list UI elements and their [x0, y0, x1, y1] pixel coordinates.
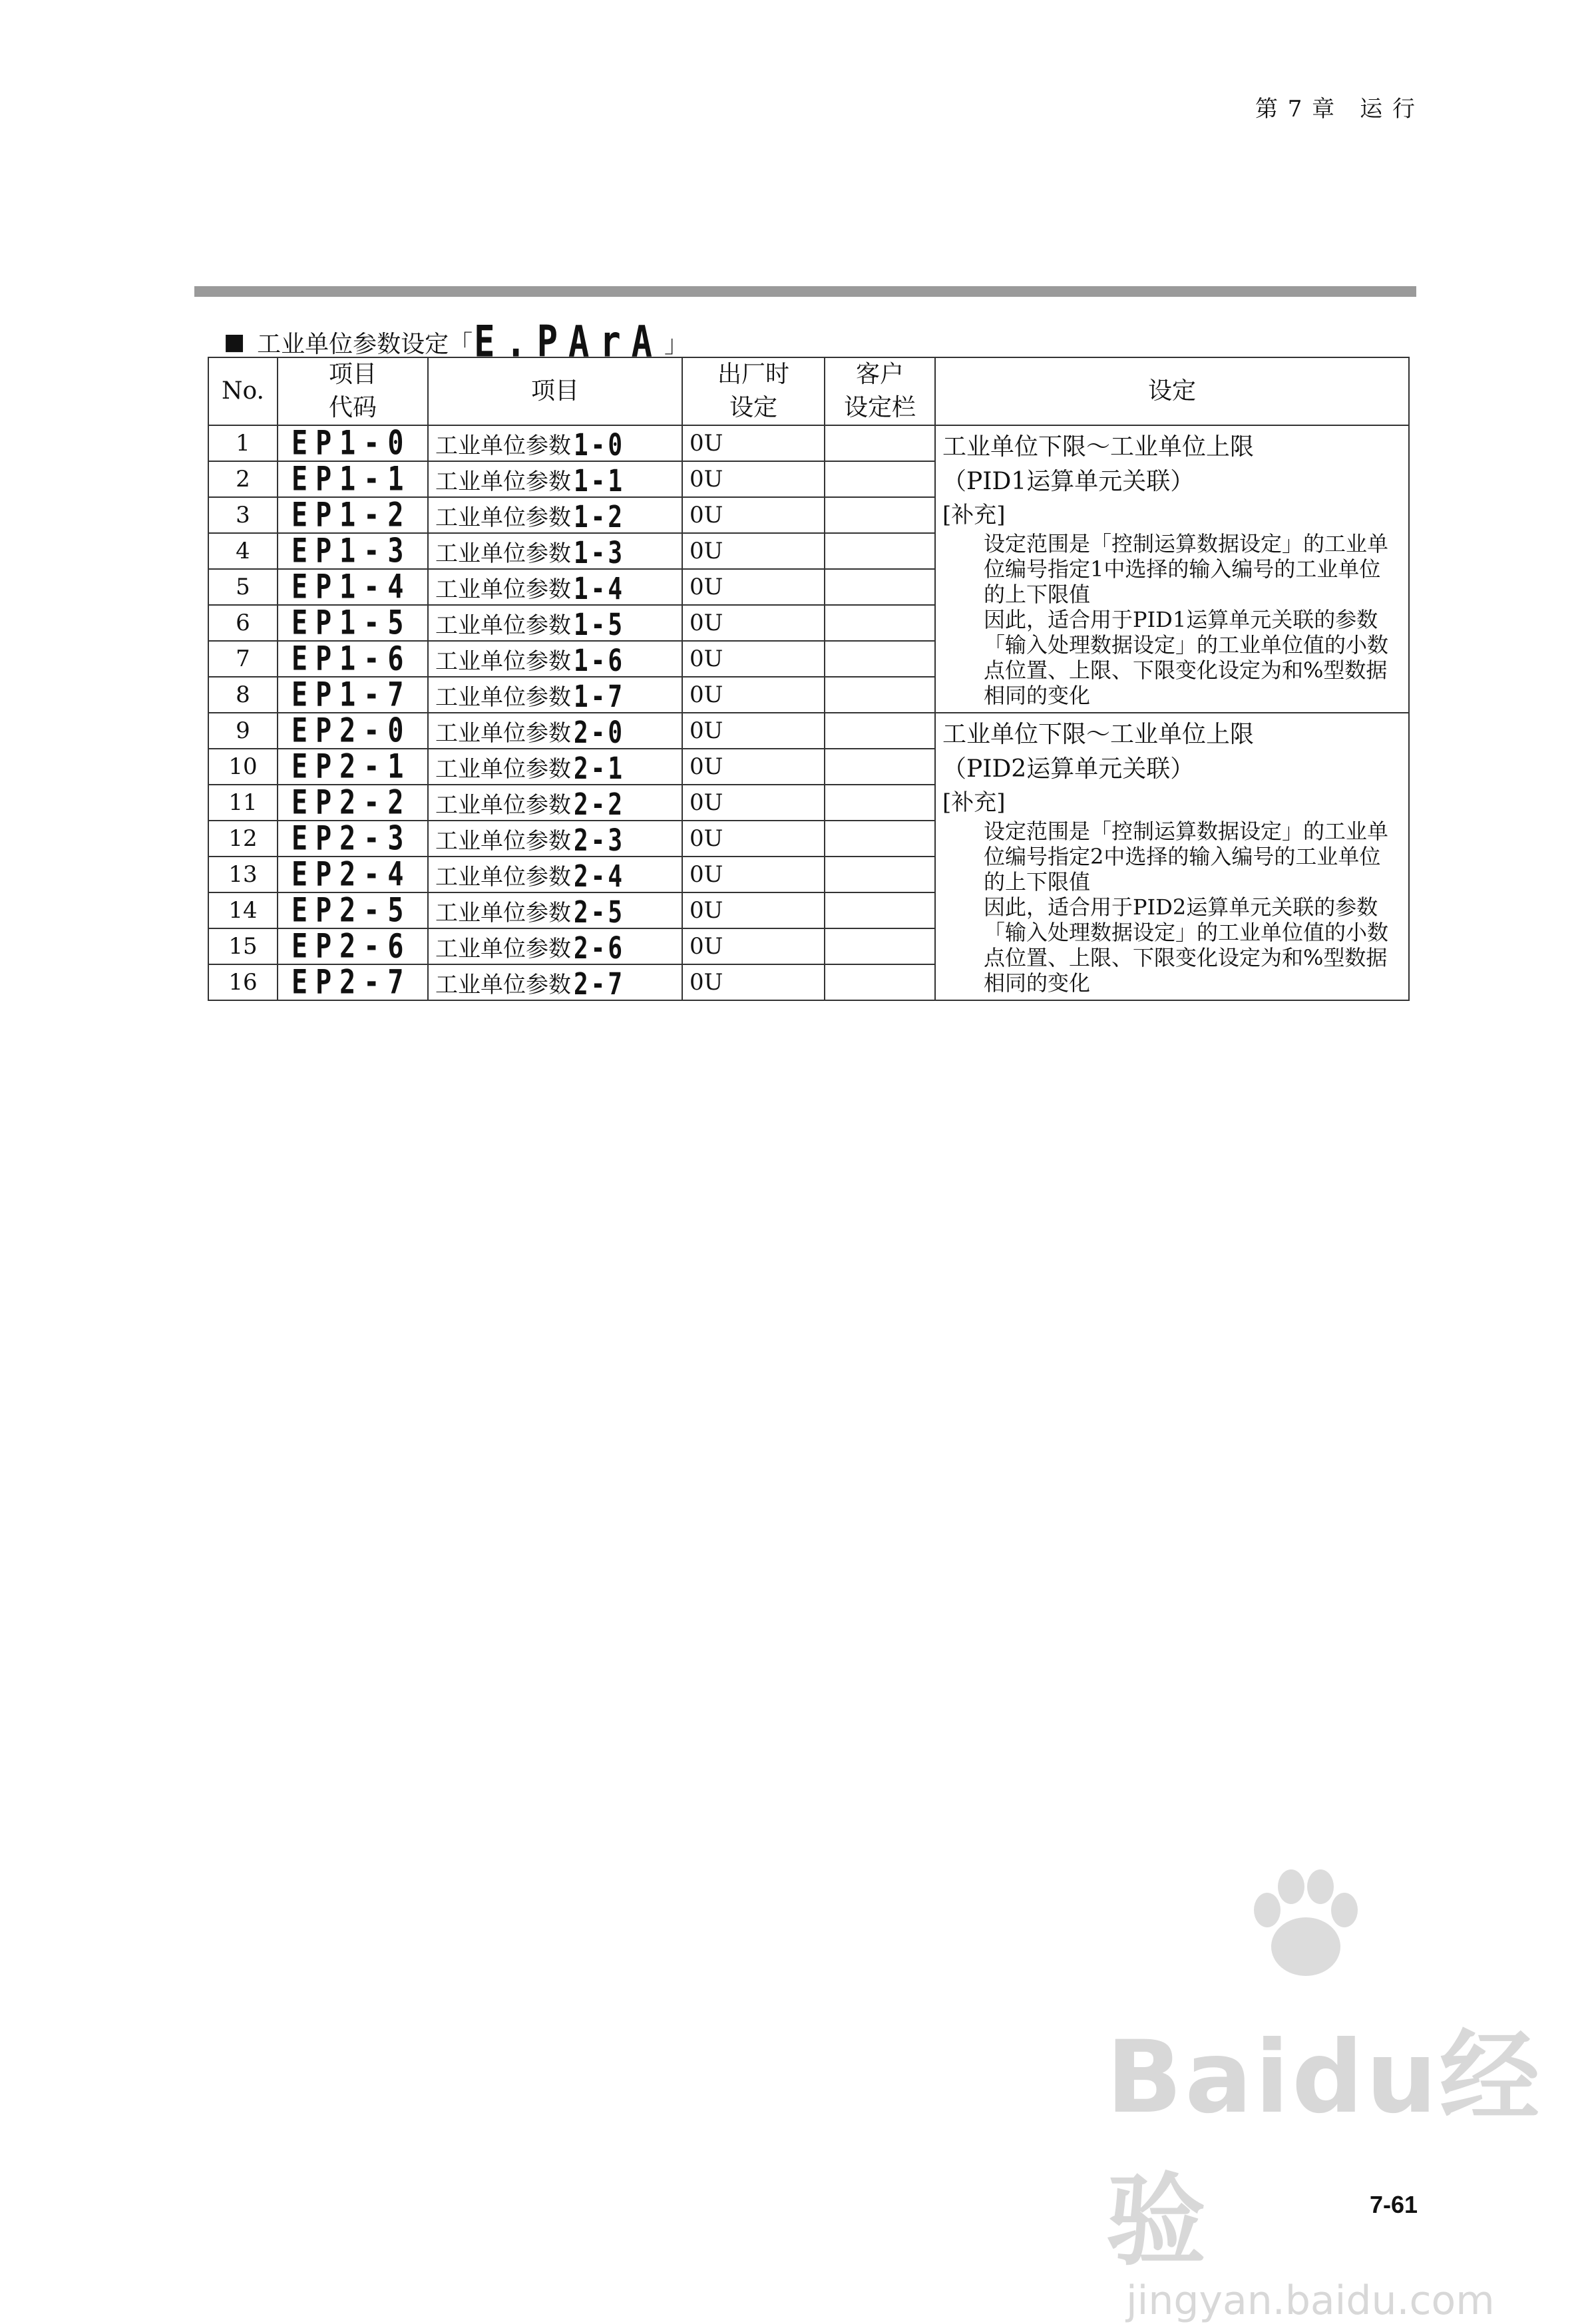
row-customer-setting	[825, 821, 935, 857]
row-name-prefix: 工业单位参数	[435, 612, 571, 639]
row-item-code	[278, 461, 428, 497]
row-no: 5	[208, 569, 278, 605]
row-item-code	[278, 641, 428, 677]
row-item-name	[428, 857, 682, 892]
row-item-code	[278, 857, 428, 892]
row-item-code	[278, 928, 428, 964]
row-item-name	[428, 461, 682, 497]
row-factory-default: 0U	[682, 425, 825, 461]
row-customer-setting	[825, 677, 935, 713]
row-code-display: EP1-4	[292, 568, 412, 606]
row-factory-default: 0U	[682, 713, 825, 749]
row-factory-default: 0U	[682, 964, 825, 1000]
row-name-prefix: 工业单位参数	[435, 648, 571, 675]
row-item-code	[278, 713, 428, 749]
setting-group	[935, 425, 1409, 713]
row-name-prefix: 工业单位参数	[435, 719, 571, 747]
row-item-code	[278, 892, 428, 928]
row-name-prefix: 工业单位参数	[435, 899, 571, 926]
setting-body: 设定范围是「控制运算数据设定」的工业单位编号指定2中选择的输入编号的工业单位的上下限值 因此，适合用于PID2运算单元关联的参数「输入处理数据设定」的工业单位值的小数点位置、上限、下限变化设定为和%型数据相同的变化	[984, 819, 1389, 996]
row-name-prefix: 工业单位参数	[435, 504, 571, 531]
header-item-code: 项目 代码	[278, 357, 428, 425]
row-item-name	[428, 425, 682, 461]
row-item-name	[428, 821, 682, 857]
header-item: 项目	[428, 357, 682, 425]
row-customer-setting	[825, 749, 935, 785]
row-factory-default: 0U	[682, 892, 825, 928]
row-customer-setting	[825, 857, 935, 892]
setting-range: 工业单位下限～工业单位上限	[942, 721, 1255, 748]
setting-body: 设定范围是「控制运算数据设定」的工业单位编号指定1中选择的输入编号的工业单位的上下限值 因此，适合用于PID1运算单元关联的参数「输入处理数据设定」的工业单位值的小数点位置、上限、下限变化设定为和%型数据相同的变化	[984, 531, 1389, 708]
row-name-code: 1-4	[574, 572, 626, 606]
row-item-name	[428, 964, 682, 1000]
row-item-name	[428, 713, 682, 749]
header-no: No.	[208, 357, 278, 425]
row-name-code: 1-1	[574, 464, 626, 498]
row-no: 6	[208, 605, 278, 641]
row-name-prefix: 工业单位参数	[435, 863, 571, 890]
row-name-code: 1-3	[574, 536, 626, 570]
row-code-display: EP1-0	[292, 424, 412, 463]
row-factory-default: 0U	[682, 569, 825, 605]
row-name-prefix: 工业单位参数	[435, 971, 571, 998]
row-no: 3	[208, 497, 278, 533]
row-name-code: 1-5	[574, 608, 626, 642]
row-item-name	[428, 785, 682, 821]
row-factory-default: 0U	[682, 677, 825, 713]
page-number: 7-61	[1369, 2191, 1418, 2218]
row-no: 1	[208, 425, 278, 461]
row-code-display: EP1-2	[292, 496, 412, 534]
table-row	[208, 713, 1409, 749]
row-no: 16	[208, 964, 278, 1000]
bullet-square-icon: ■	[224, 329, 246, 355]
row-factory-default: 0U	[682, 857, 825, 892]
row-item-code	[278, 821, 428, 857]
row-item-code	[278, 569, 428, 605]
watermark-brand: Baidu经验	[1106, 2020, 1543, 2279]
row-name-code: 2-6	[574, 931, 626, 966]
row-customer-setting	[825, 605, 935, 641]
row-name-prefix: 工业单位参数	[435, 683, 571, 711]
table-body	[208, 425, 1409, 1000]
row-no: 13	[208, 857, 278, 892]
row-factory-default: 0U	[682, 605, 825, 641]
row-code-display: EP2-6	[292, 927, 412, 966]
header-setting: 设定	[935, 357, 1409, 425]
section-rule	[194, 286, 1416, 297]
chapter-header: 第 7 章 运 行	[1255, 96, 1416, 122]
row-name-code: 2-1	[574, 751, 626, 786]
table-row	[208, 425, 1409, 461]
row-name-prefix: 工业单位参数	[435, 935, 571, 962]
row-item-code	[278, 677, 428, 713]
row-code-display: EP2-1	[292, 747, 412, 786]
row-code-display: EP1-7	[292, 676, 412, 714]
row-code-display: EP2-3	[292, 819, 412, 858]
row-name-code: 2-3	[574, 823, 626, 858]
row-item-name	[428, 605, 682, 641]
table-header-row	[208, 357, 1409, 425]
row-item-code	[278, 533, 428, 569]
row-item-name	[428, 892, 682, 928]
setting-supplement: [补充]	[942, 789, 1006, 816]
parameter-table	[208, 357, 1410, 1001]
row-name-code: 1-2	[574, 500, 626, 534]
row-item-name	[428, 928, 682, 964]
row-name-code: 2-5	[574, 895, 626, 930]
row-no: 10	[208, 749, 278, 785]
row-name-code: 1-6	[574, 644, 626, 678]
row-customer-setting	[825, 713, 935, 749]
setting-group	[935, 713, 1409, 1000]
row-customer-setting	[825, 641, 935, 677]
row-name-code: 2-7	[574, 967, 626, 1002]
row-customer-setting	[825, 892, 935, 928]
header-customer-setting: 客户 设定栏	[825, 357, 935, 425]
setting-pid: （PID1运算单元关联）	[942, 468, 1195, 495]
row-factory-default: 0U	[682, 461, 825, 497]
row-code-display: EP2-7	[292, 963, 412, 1002]
row-item-code	[278, 964, 428, 1000]
row-code-display: EP1-6	[292, 640, 412, 678]
row-no: 2	[208, 461, 278, 497]
row-no: 7	[208, 641, 278, 677]
row-no: 8	[208, 677, 278, 713]
setting-supplement: [补充]	[942, 502, 1006, 528]
row-customer-setting	[825, 533, 935, 569]
row-code-display: EP1-5	[292, 604, 412, 642]
row-no: 9	[208, 713, 278, 749]
row-customer-setting	[825, 461, 935, 497]
row-name-code: 2-4	[574, 859, 626, 894]
row-customer-setting	[825, 497, 935, 533]
row-name-prefix: 工业单位参数	[435, 755, 571, 783]
row-name-prefix: 工业单位参数	[435, 432, 571, 459]
row-code-display: EP2-0	[292, 711, 412, 750]
row-factory-default: 0U	[682, 749, 825, 785]
row-customer-setting	[825, 928, 935, 964]
row-name-code: 2-0	[574, 715, 626, 750]
row-no: 14	[208, 892, 278, 928]
paw-icon	[1239, 1857, 1372, 1990]
row-item-code	[278, 749, 428, 785]
row-customer-setting	[825, 785, 935, 821]
row-item-code	[278, 425, 428, 461]
row-name-prefix: 工业单位参数	[435, 576, 571, 603]
row-item-code	[278, 785, 428, 821]
row-code-display: EP1-1	[292, 460, 412, 498]
section-title-close: 」	[664, 330, 688, 358]
row-customer-setting	[825, 425, 935, 461]
row-name-prefix: 工业单位参数	[435, 827, 571, 855]
row-item-name	[428, 749, 682, 785]
setting-range: 工业单位下限～工业单位上限	[942, 433, 1255, 461]
row-no: 15	[208, 928, 278, 964]
row-name-prefix: 工业单位参数	[435, 791, 571, 819]
watermark	[1106, 1997, 1584, 2324]
row-item-name	[428, 641, 682, 677]
row-name-prefix: 工业单位参数	[435, 468, 571, 495]
row-factory-default: 0U	[682, 533, 825, 569]
row-code-display: EP2-5	[292, 891, 412, 930]
row-factory-default: 0U	[682, 928, 825, 964]
row-code-display: EP2-2	[292, 783, 412, 822]
row-factory-default: 0U	[682, 821, 825, 857]
row-item-name	[428, 533, 682, 569]
row-item-name	[428, 497, 682, 533]
section-display-code: E.PArA	[474, 317, 663, 367]
row-code-display: EP1-3	[292, 532, 412, 570]
section-title	[224, 317, 688, 367]
row-no: 12	[208, 821, 278, 857]
row-name-code: 1-0	[574, 428, 626, 463]
row-factory-default: 0U	[682, 785, 825, 821]
row-no: 11	[208, 785, 278, 821]
row-item-code	[278, 605, 428, 641]
row-item-name	[428, 677, 682, 713]
header-factory-default: 出厂时 设定	[682, 357, 825, 425]
watermark-url: jingyan.baidu.com	[1126, 2277, 1495, 2324]
row-no: 4	[208, 533, 278, 569]
row-code-display: EP2-4	[292, 855, 412, 894]
row-name-code: 2-2	[574, 787, 626, 822]
row-name-code: 1-7	[574, 679, 626, 714]
row-factory-default: 0U	[682, 497, 825, 533]
row-item-name	[428, 569, 682, 605]
row-factory-default: 0U	[682, 641, 825, 677]
setting-pid: （PID2运算单元关联）	[942, 755, 1195, 783]
row-customer-setting	[825, 964, 935, 1000]
row-item-code	[278, 497, 428, 533]
row-name-prefix: 工业单位参数	[435, 540, 571, 567]
section-title-text: 工业单位参数设定「	[257, 330, 473, 358]
row-customer-setting	[825, 569, 935, 605]
